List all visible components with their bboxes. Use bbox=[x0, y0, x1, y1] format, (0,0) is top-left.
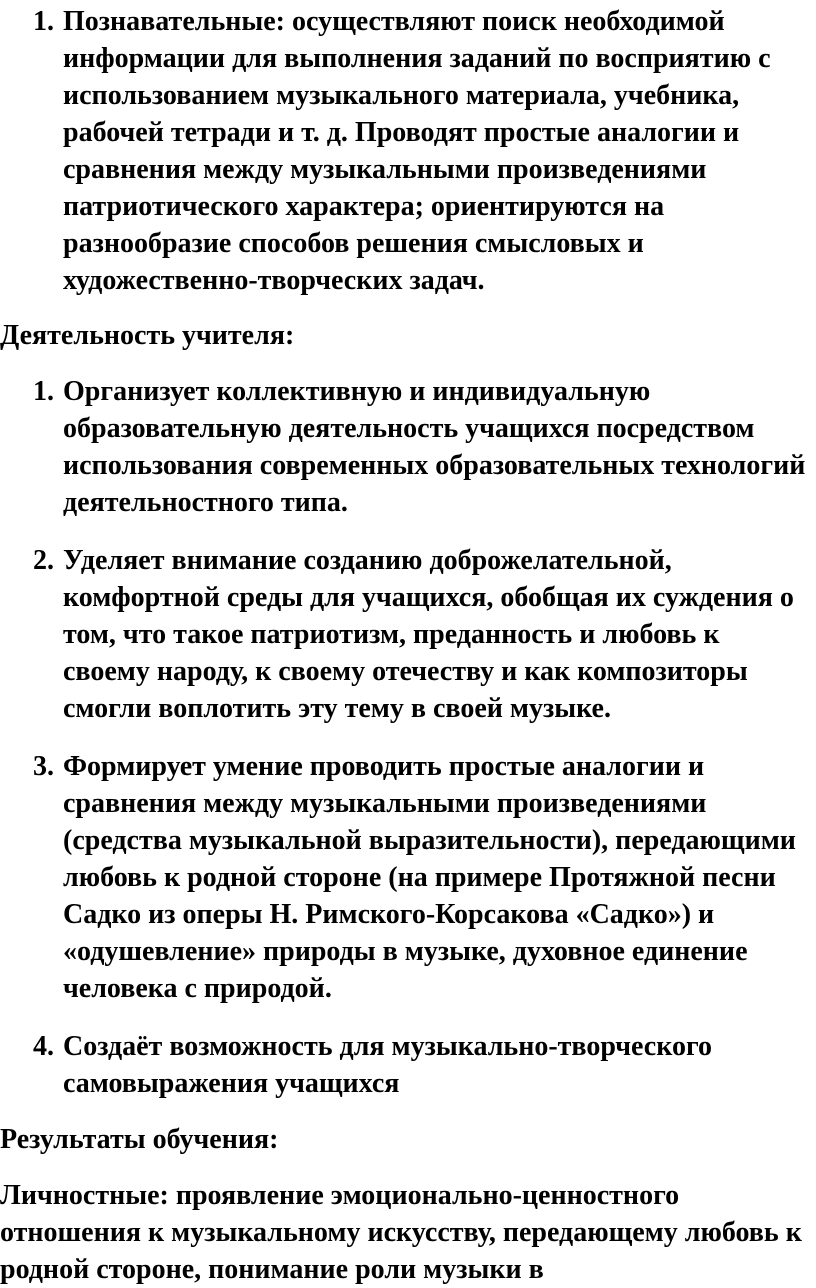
list-item-number: 4. bbox=[33, 1031, 54, 1062]
list-item bbox=[0, 748, 816, 1007]
list-item-text: Познавательные: осуществляют поиск необходимой информации для выполнения заданий по восприятию с использованием музыкального материала, учебника, рабочей тетради и т. д. Проводят простые аналогии и сравнения между музыкальными произведениями патриотического характера; ориентируются на разнообразие способов решения смысловых и художественно-творческих задач. bbox=[63, 6, 771, 296]
list-item bbox=[0, 3, 816, 299]
list-item bbox=[0, 1028, 816, 1102]
teacher-activity-list bbox=[0, 373, 816, 1102]
learning-results-heading: Результаты обучения: bbox=[0, 1124, 279, 1155]
cognitive-list bbox=[0, 3, 816, 299]
list-item-text: Создаёт возможность для музыкально-творческого самовыражения учащихся bbox=[63, 1031, 712, 1099]
list-item-number: 3. bbox=[33, 751, 54, 782]
list-item-number: 2. bbox=[33, 545, 54, 576]
teacher-activity-heading: Деятельность учителя: bbox=[0, 320, 295, 351]
list-item-number: 1. bbox=[33, 6, 54, 37]
list-item bbox=[0, 373, 816, 521]
list-item-text: Организует коллективную и индивидуальную образовательную деятельность учащихся посредством использования современных образовательных технологий деятельностного типа. bbox=[63, 376, 806, 518]
list-item-number: 1. bbox=[33, 376, 54, 407]
personal-results-paragraph: Личностные: проявление эмоционально-ценностного отношения к музыкальному искусству, передающему любовь к родной стороне, понимание роли музыки в bbox=[0, 1180, 802, 1285]
list-item-text: Формирует умение проводить простые аналогии и сравнения между музыкальными произведениями (средства музыкальной выразительности), передающими любовь к родной стороне (на примере Протяжной песни Садко из оперы Н. Римского-Корсакова «Садко») и «одушевление» природы в музыке, духовное единение человека с природой. bbox=[63, 751, 796, 1004]
list-item-text: Уделяет внимание созданию доброжелательной, комфортной среды для учащихся, обобщая их суждения о том, что такое патриотизм, преданность и любовь к своему народу, к своему отечеству и как композиторы смогли воплотить эту тему в своей музыке. bbox=[63, 545, 794, 724]
list-item bbox=[0, 542, 816, 727]
